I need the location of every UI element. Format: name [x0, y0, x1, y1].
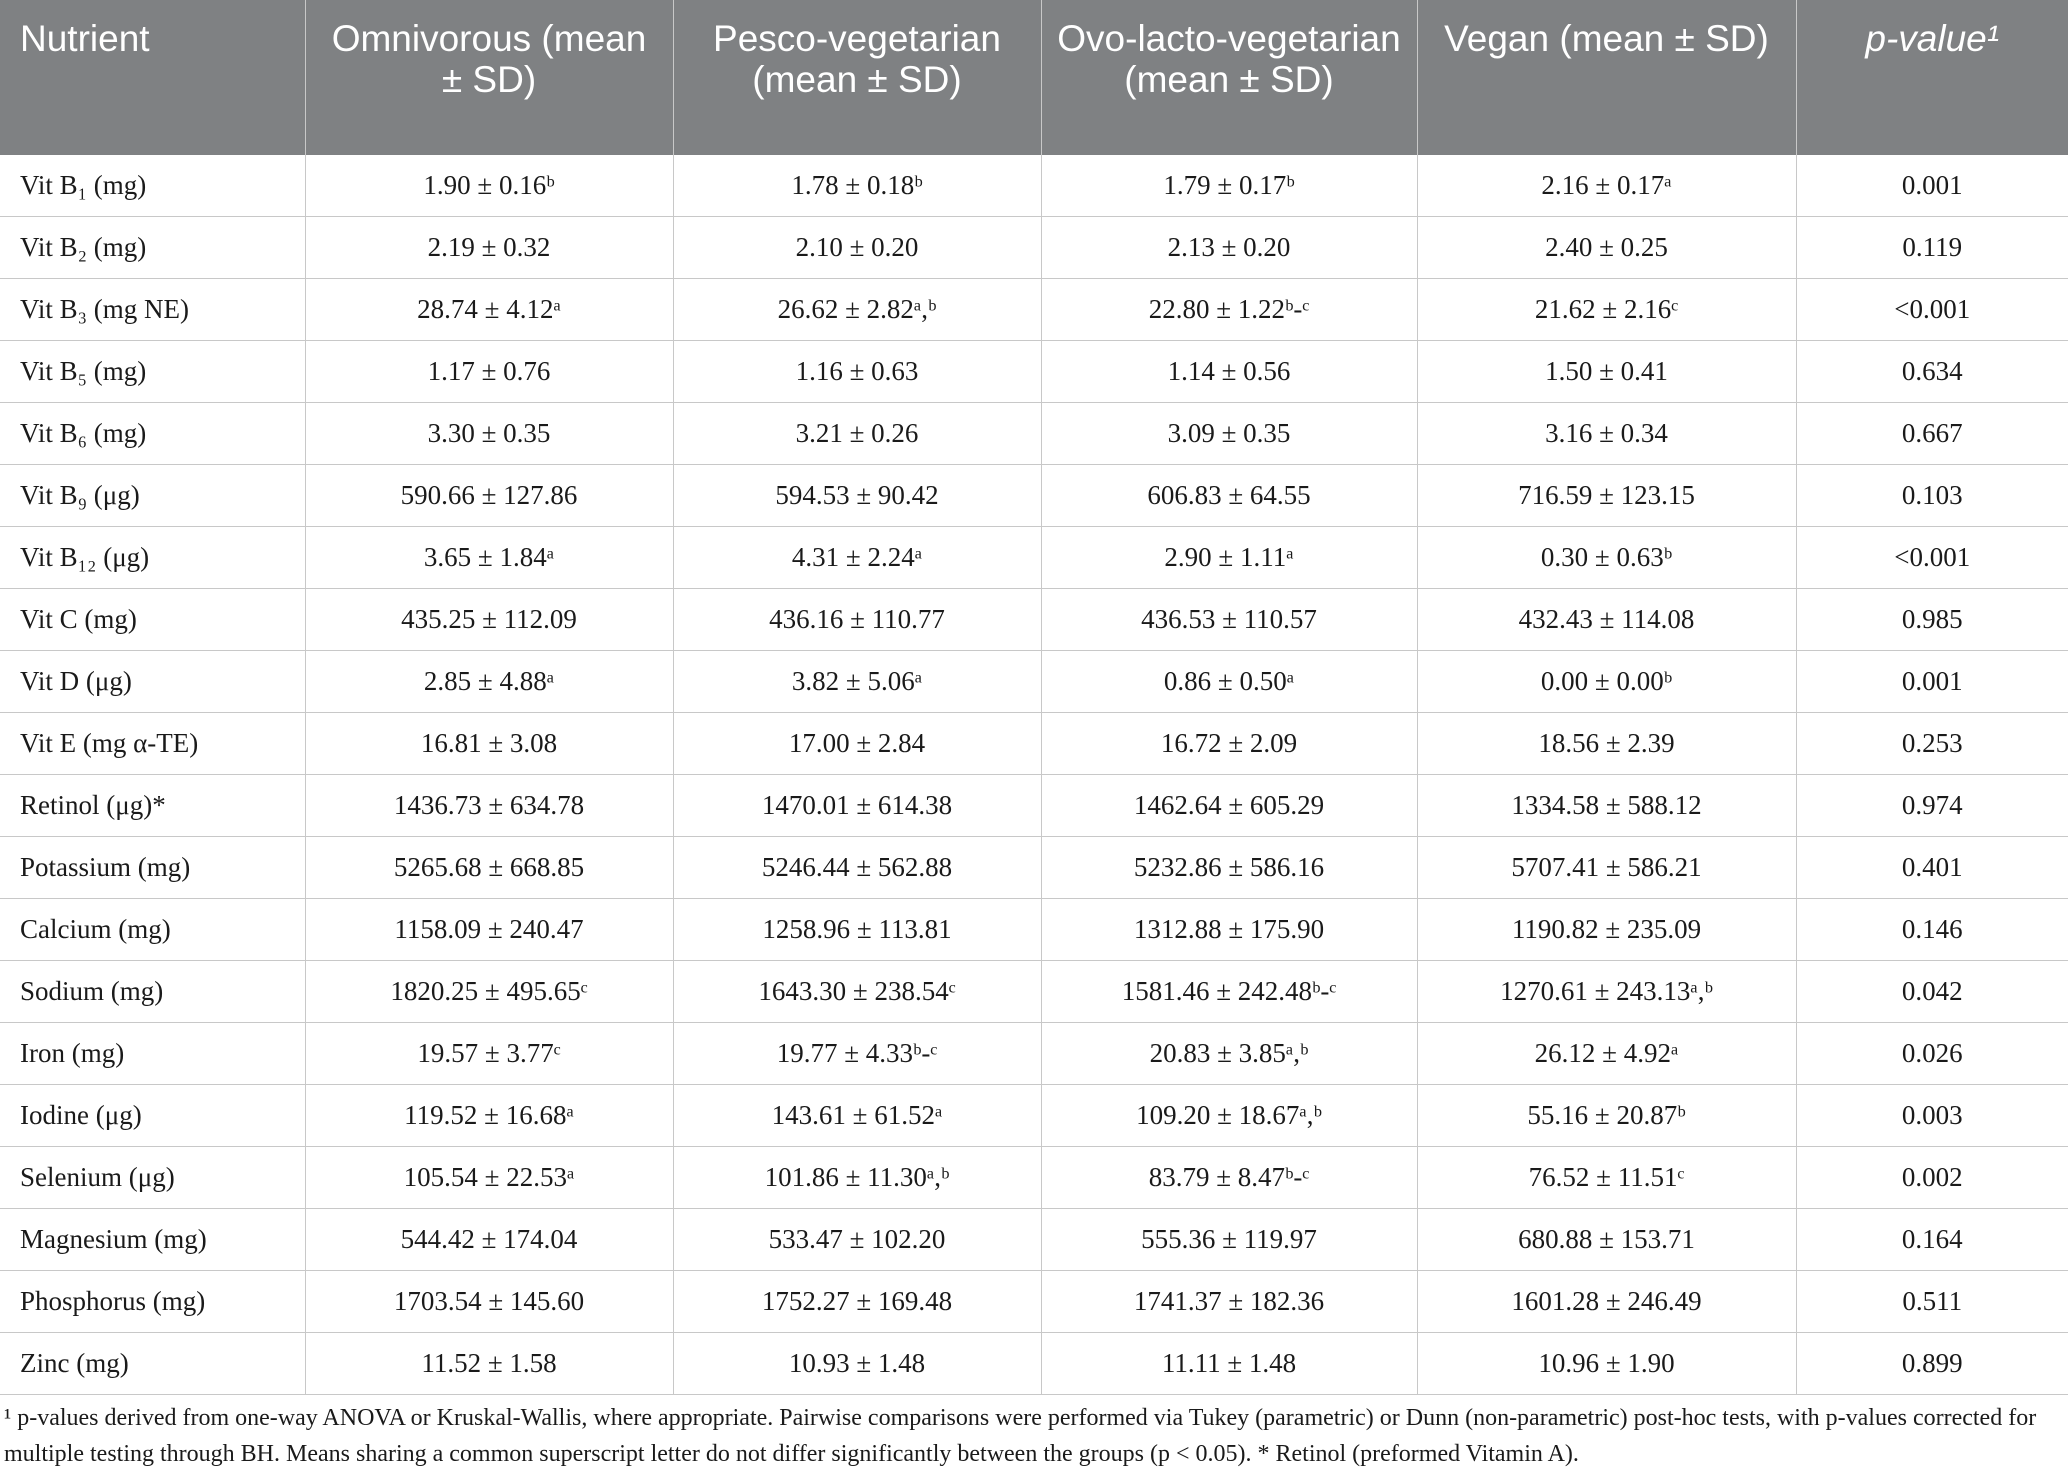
cell-omnivorous: 2.85 ± 4.88ᵃ: [305, 651, 673, 713]
cell-ovo-lacto-vegetarian: 436.53 ± 110.57: [1041, 589, 1417, 651]
cell-nutrient: Vit D (μg): [0, 651, 305, 713]
cell-pesco-vegetarian: 3.21 ± 0.26: [673, 403, 1041, 465]
cell-p-value: 0.103: [1796, 465, 2068, 527]
cell-vegan: 76.52 ± 11.51ᶜ: [1417, 1147, 1796, 1209]
cell-vegan: 10.96 ± 1.90: [1417, 1333, 1796, 1395]
cell-nutrient: Calcium (mg): [0, 899, 305, 961]
cell-ovo-lacto-vegetarian: 2.13 ± 0.20: [1041, 217, 1417, 279]
cell-p-value: 0.119: [1796, 217, 2068, 279]
cell-vegan: 1190.82 ± 235.09: [1417, 899, 1796, 961]
cell-nutrient: Vit B₃ (mg NE): [0, 279, 305, 341]
table-row: [0, 217, 2068, 279]
cell-p-value: 0.001: [1796, 651, 2068, 713]
cell-vegan: 1334.58 ± 588.12: [1417, 775, 1796, 837]
cell-omnivorous: 5265.68 ± 668.85: [305, 837, 673, 899]
cell-nutrient: Vit B₂ (mg): [0, 217, 305, 279]
cell-nutrient: Sodium (mg): [0, 961, 305, 1023]
cell-vegan: 3.16 ± 0.34: [1417, 403, 1796, 465]
cell-pesco-vegetarian: 1470.01 ± 614.38: [673, 775, 1041, 837]
cell-pesco-vegetarian: 3.82 ± 5.06ᵃ: [673, 651, 1041, 713]
cell-vegan: 2.40 ± 0.25: [1417, 217, 1796, 279]
cell-vegan: 2.16 ± 0.17ᵃ: [1417, 155, 1796, 217]
cell-nutrient: Vit B₁₂ (μg): [0, 527, 305, 589]
cell-pesco-vegetarian: 17.00 ± 2.84: [673, 713, 1041, 775]
table-row: [0, 279, 2068, 341]
cell-vegan: 55.16 ± 20.87ᵇ: [1417, 1085, 1796, 1147]
cell-pesco-vegetarian: 4.31 ± 2.24ᵃ: [673, 527, 1041, 589]
header-vegan: Vegan (mean ± SD): [1417, 0, 1796, 155]
cell-p-value: 0.511: [1796, 1271, 2068, 1333]
table-row: [0, 651, 2068, 713]
cell-p-value: 0.164: [1796, 1209, 2068, 1271]
cell-p-value: 0.401: [1796, 837, 2068, 899]
cell-omnivorous: 590.66 ± 127.86: [305, 465, 673, 527]
table-row: [0, 961, 2068, 1023]
header-omnivorous: Omnivorous (mean ± SD): [305, 0, 673, 155]
table-row: [0, 1023, 2068, 1085]
cell-pesco-vegetarian: 26.62 ± 2.82ᵃ,ᵇ: [673, 279, 1041, 341]
cell-omnivorous: 1820.25 ± 495.65ᶜ: [305, 961, 673, 1023]
cell-nutrient: Potassium (mg): [0, 837, 305, 899]
cell-omnivorous: 119.52 ± 16.68ᵃ: [305, 1085, 673, 1147]
cell-nutrient: Zinc (mg): [0, 1333, 305, 1395]
cell-vegan: 21.62 ± 2.16ᶜ: [1417, 279, 1796, 341]
cell-ovo-lacto-vegetarian: 11.11 ± 1.48: [1041, 1333, 1417, 1395]
cell-pesco-vegetarian: 1643.30 ± 238.54ᶜ: [673, 961, 1041, 1023]
cell-p-value: 0.253: [1796, 713, 2068, 775]
cell-omnivorous: 3.65 ± 1.84ᵃ: [305, 527, 673, 589]
cell-nutrient: Iron (mg): [0, 1023, 305, 1085]
table-footnote: ¹ p-values derived from one-way ANOVA or Kruskal-Wallis, where appropriate. Pairwise comparisons were performed via Tukey (parametric) or Dunn (non-parametric) post-hoc tests, with p-values corrected for multiple testing through BH. Means sharing a common superscript letter do not differ significantly between the groups (p < 0.05). * Retinol (preformed Vitamin A).: [4, 1405, 2037, 1467]
cell-omnivorous: 1.90 ± 0.16ᵇ: [305, 155, 673, 217]
table-row: [0, 1147, 2068, 1209]
cell-pesco-vegetarian: 436.16 ± 110.77: [673, 589, 1041, 651]
header-p-value: p-value¹: [1796, 0, 2068, 155]
cell-vegan: 1.50 ± 0.41: [1417, 341, 1796, 403]
cell-p-value: 0.001: [1796, 155, 2068, 217]
cell-pesco-vegetarian: 1.78 ± 0.18ᵇ: [673, 155, 1041, 217]
cell-ovo-lacto-vegetarian: 22.80 ± 1.22ᵇ-ᶜ: [1041, 279, 1417, 341]
cell-p-value: 0.634: [1796, 341, 2068, 403]
cell-ovo-lacto-vegetarian: 0.86 ± 0.50ᵃ: [1041, 651, 1417, 713]
cell-vegan: 432.43 ± 114.08: [1417, 589, 1796, 651]
cell-pesco-vegetarian: 10.93 ± 1.48: [673, 1333, 1041, 1395]
table-row: [0, 775, 2068, 837]
cell-ovo-lacto-vegetarian: 83.79 ± 8.47ᵇ-ᶜ: [1041, 1147, 1417, 1209]
table-row: [0, 589, 2068, 651]
cell-omnivorous: 3.30 ± 0.35: [305, 403, 673, 465]
cell-ovo-lacto-vegetarian: 16.72 ± 2.09: [1041, 713, 1417, 775]
cell-nutrient: Vit B₆ (mg): [0, 403, 305, 465]
cell-omnivorous: 1436.73 ± 634.78: [305, 775, 673, 837]
cell-ovo-lacto-vegetarian: 20.83 ± 3.85ᵃ,ᵇ: [1041, 1023, 1417, 1085]
cell-omnivorous: 544.42 ± 174.04: [305, 1209, 673, 1271]
cell-vegan: 680.88 ± 153.71: [1417, 1209, 1796, 1271]
cell-nutrient: Magnesium (mg): [0, 1209, 305, 1271]
cell-omnivorous: 11.52 ± 1.58: [305, 1333, 673, 1395]
cell-nutrient: Vit B₅ (mg): [0, 341, 305, 403]
cell-omnivorous: 105.54 ± 22.53ᵃ: [305, 1147, 673, 1209]
cell-ovo-lacto-vegetarian: 1581.46 ± 242.48ᵇ-ᶜ: [1041, 961, 1417, 1023]
cell-ovo-lacto-vegetarian: 1312.88 ± 175.90: [1041, 899, 1417, 961]
table-row: [0, 1271, 2068, 1333]
cell-omnivorous: 2.19 ± 0.32: [305, 217, 673, 279]
cell-omnivorous: 435.25 ± 112.09: [305, 589, 673, 651]
cell-pesco-vegetarian: 2.10 ± 0.20: [673, 217, 1041, 279]
table-row: [0, 713, 2068, 775]
cell-pesco-vegetarian: 594.53 ± 90.42: [673, 465, 1041, 527]
cell-omnivorous: 16.81 ± 3.08: [305, 713, 673, 775]
cell-pesco-vegetarian: 1.16 ± 0.63: [673, 341, 1041, 403]
cell-ovo-lacto-vegetarian: 1.14 ± 0.56: [1041, 341, 1417, 403]
cell-p-value: 0.003: [1796, 1085, 2068, 1147]
cell-ovo-lacto-vegetarian: 1.79 ± 0.17ᵇ: [1041, 155, 1417, 217]
cell-ovo-lacto-vegetarian: 606.83 ± 64.55: [1041, 465, 1417, 527]
cell-nutrient: Selenium (μg): [0, 1147, 305, 1209]
cell-ovo-lacto-vegetarian: 1462.64 ± 605.29: [1041, 775, 1417, 837]
cell-nutrient: Vit C (mg): [0, 589, 305, 651]
cell-omnivorous: 1.17 ± 0.76: [305, 341, 673, 403]
cell-p-value: 0.042: [1796, 961, 2068, 1023]
cell-p-value: 0.146: [1796, 899, 2068, 961]
cell-vegan: 0.30 ± 0.63ᵇ: [1417, 527, 1796, 589]
table-row: [0, 1209, 2068, 1271]
cell-vegan: 1270.61 ± 243.13ᵃ,ᵇ: [1417, 961, 1796, 1023]
cell-nutrient: Iodine (μg): [0, 1085, 305, 1147]
table-row: [0, 837, 2068, 899]
cell-pesco-vegetarian: 1258.96 ± 113.81: [673, 899, 1041, 961]
cell-nutrient: Vit B₉ (μg): [0, 465, 305, 527]
cell-pesco-vegetarian: 5246.44 ± 562.88: [673, 837, 1041, 899]
cell-pesco-vegetarian: 1752.27 ± 169.48: [673, 1271, 1041, 1333]
cell-vegan: 716.59 ± 123.15: [1417, 465, 1796, 527]
cell-ovo-lacto-vegetarian: 109.20 ± 18.67ᵃ,ᵇ: [1041, 1085, 1417, 1147]
cell-omnivorous: 19.57 ± 3.77ᶜ: [305, 1023, 673, 1085]
cell-nutrient: Vit B₁ (mg): [0, 155, 305, 217]
cell-nutrient: Vit E (mg α-TE): [0, 713, 305, 775]
cell-p-value: <0.001: [1796, 527, 2068, 589]
header-row: [0, 0, 2068, 155]
table-row: [0, 403, 2068, 465]
cell-vegan: 5707.41 ± 586.21: [1417, 837, 1796, 899]
table-row: [0, 465, 2068, 527]
cell-p-value: 0.002: [1796, 1147, 2068, 1209]
cell-p-value: 0.899: [1796, 1333, 2068, 1395]
table-row: [0, 1085, 2068, 1147]
table-row: [0, 1333, 2068, 1395]
cell-p-value: 0.985: [1796, 589, 2068, 651]
cell-pesco-vegetarian: 101.86 ± 11.30ᵃ,ᵇ: [673, 1147, 1041, 1209]
cell-p-value: 0.974: [1796, 775, 2068, 837]
cell-pesco-vegetarian: 143.61 ± 61.52ᵃ: [673, 1085, 1041, 1147]
cell-ovo-lacto-vegetarian: 555.36 ± 119.97: [1041, 1209, 1417, 1271]
header-pesco-vegetarian: Pesco-vegetarian (mean ± SD): [673, 0, 1041, 155]
cell-nutrient: Phosphorus (mg): [0, 1271, 305, 1333]
cell-ovo-lacto-vegetarian: 2.90 ± 1.11ᵃ: [1041, 527, 1417, 589]
cell-vegan: 1601.28 ± 246.49: [1417, 1271, 1796, 1333]
header-ovo-lacto-vegetarian: Ovo-lacto-vegetarian (mean ± SD): [1041, 0, 1417, 155]
table-row: [0, 899, 2068, 961]
cell-pesco-vegetarian: 533.47 ± 102.20: [673, 1209, 1041, 1271]
table-row: [0, 527, 2068, 589]
cell-omnivorous: 28.74 ± 4.12ᵃ: [305, 279, 673, 341]
cell-vegan: 0.00 ± 0.00ᵇ: [1417, 651, 1796, 713]
cell-ovo-lacto-vegetarian: 3.09 ± 0.35: [1041, 403, 1417, 465]
cell-pesco-vegetarian: 19.77 ± 4.33ᵇ-ᶜ: [673, 1023, 1041, 1085]
cell-ovo-lacto-vegetarian: 1741.37 ± 182.36: [1041, 1271, 1417, 1333]
cell-vegan: 18.56 ± 2.39: [1417, 713, 1796, 775]
table-row: [0, 341, 2068, 403]
cell-omnivorous: 1158.09 ± 240.47: [305, 899, 673, 961]
table-row: [0, 155, 2068, 217]
cell-nutrient: Retinol (μg)*: [0, 775, 305, 837]
cell-p-value: 0.667: [1796, 403, 2068, 465]
cell-p-value: <0.001: [1796, 279, 2068, 341]
cell-vegan: 26.12 ± 4.92ᵃ: [1417, 1023, 1796, 1085]
header-nutrient: Nutrient: [0, 0, 305, 155]
cell-omnivorous: 1703.54 ± 145.60: [305, 1271, 673, 1333]
cell-ovo-lacto-vegetarian: 5232.86 ± 586.16: [1041, 837, 1417, 899]
cell-p-value: 0.026: [1796, 1023, 2068, 1085]
